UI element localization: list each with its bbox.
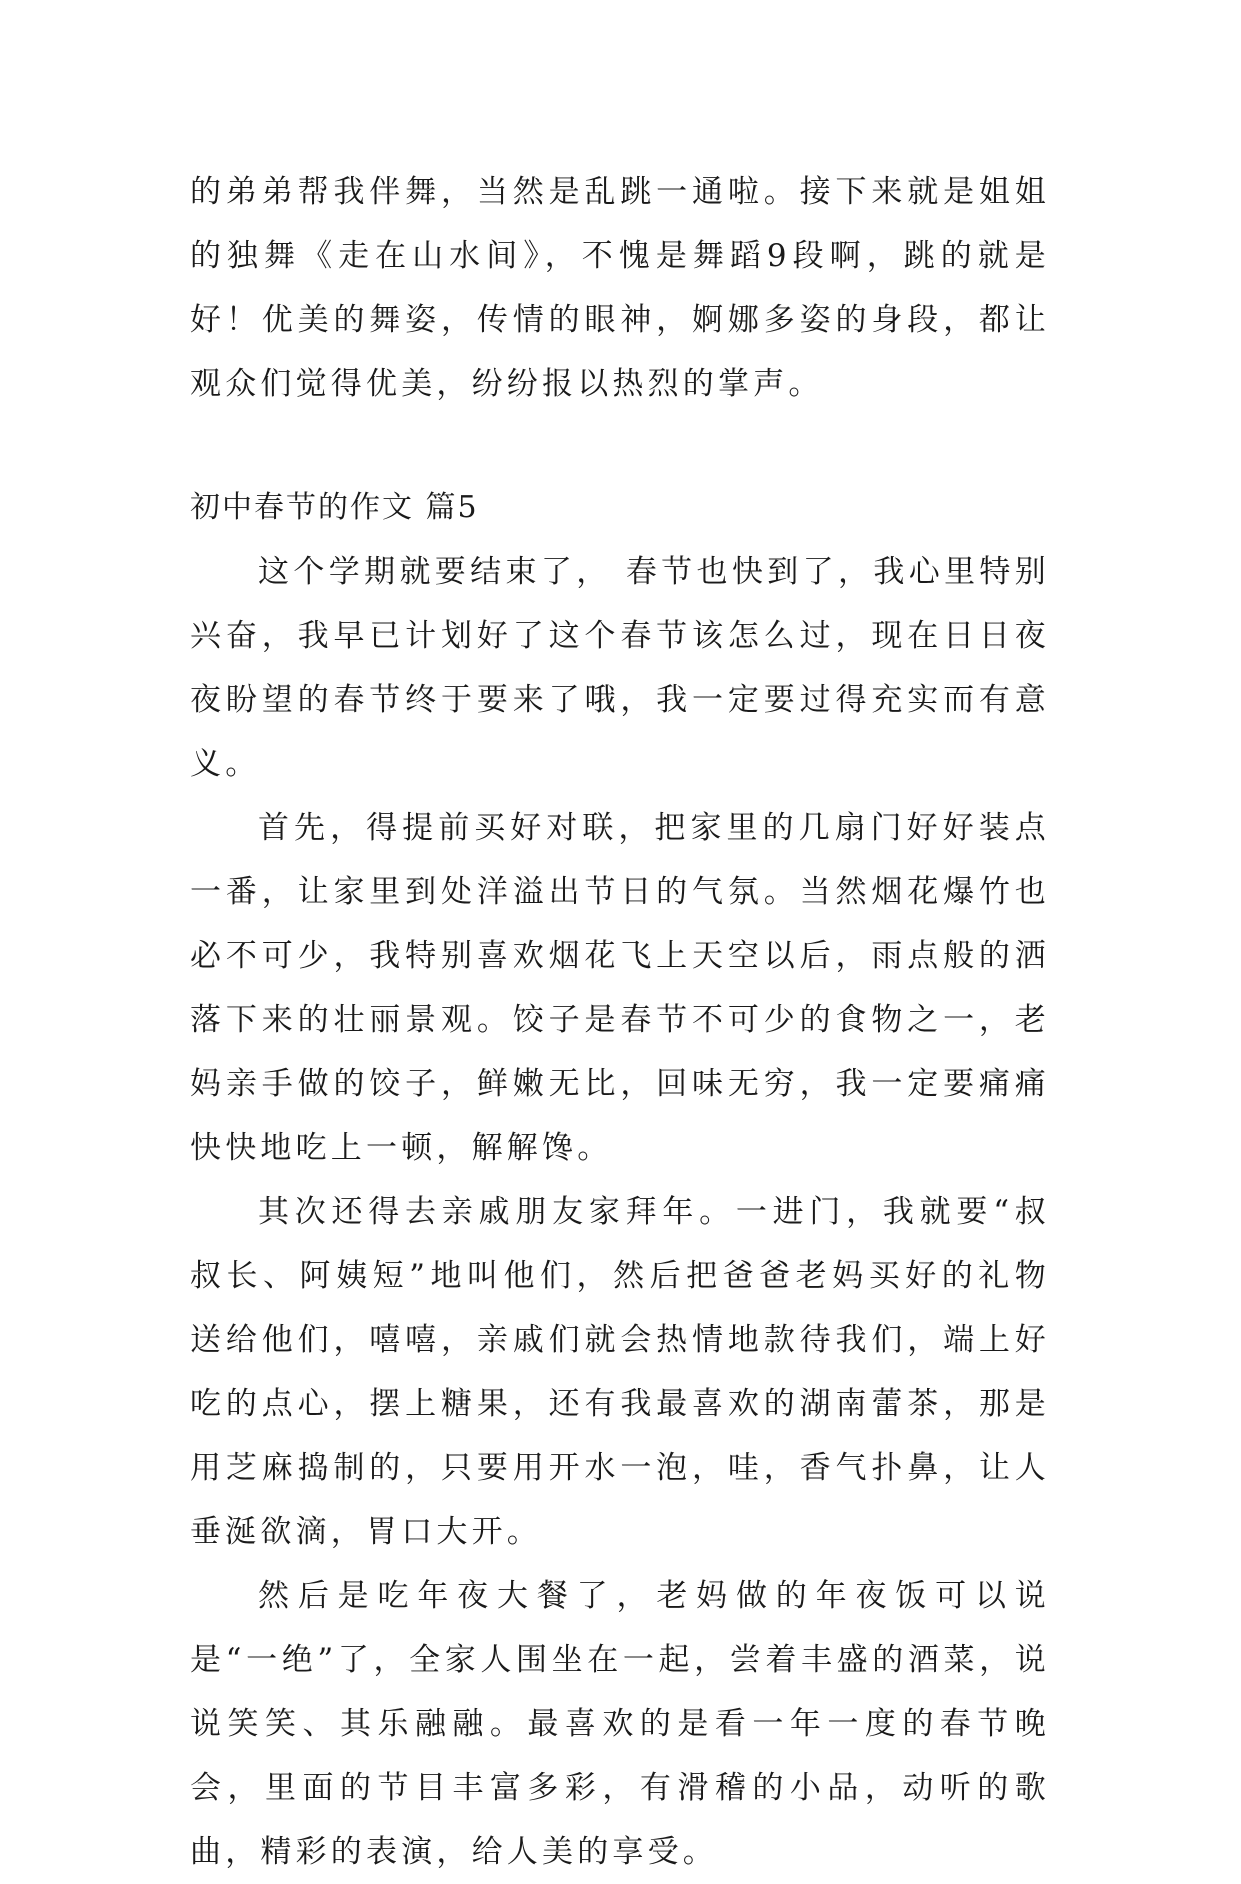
intro-paragraph: 的弟弟帮我伴舞，当然是乱跳一通啦。接下来就是姐姐的独舞《走在山水间》，不愧是舞蹈9段啊，跳的就是好！优美的舞姿，传情的眼神，婀娜多姿的身段，都让观众们觉得优美，纷纷报以热烈的掌声。 — [190, 174, 1050, 402]
paragraph-2: 首先，得提前买好对联，把家里的几扇门好好装点一番，让家里到处洋溢出节日的气氛。当然烟花爆竹也必不可少，我特别喜欢烟花飞上天空以后，雨点般的洒落下来的壮丽景观。饺子是春节不可少的食物之一，老妈亲手做的饺子，鲜嫩无比，回味无穷，我一定要痛痛快快地吃上一顿，解解馋。 — [190, 810, 1050, 1166]
paragraph-3: 其次还得去亲戚朋友家拜年。一进门，我就要“叔叔长、阿姨短”地叫他们，然后把爸爸老妈买好的礼物送给他们，嘻嘻，亲戚们就会热情地款待我们，端上好吃的点心，摆上糖果，还有我最喜欢的湖南蕾茶，那是用芝麻捣制的，只要用开水一泡，哇，香气扑鼻，让人垂涎欲滴，胃口大开。 — [190, 1194, 1050, 1550]
paragraph-1: 这个学期就要结束了， 春节也快到了，我心里特别兴奋，我早已计划好了这个春节该怎么过，现在日日夜夜盼望的春节终于要来了哦，我一定要过得充实而有意义。 — [190, 554, 1050, 782]
section-title: 初中春节的作文 篇5 — [190, 490, 479, 525]
section-spacer — [190, 416, 1050, 476]
paragraph-4: 然后是吃年夜大餐了，老妈做的年夜饭可以说是“一绝”了，全家人围坐在一起，尝着丰盛的酒菜，说说笑笑、其乐融融。最喜欢的是看一年一度的春节晚会，里面的节目丰富多彩，有滑稽的小品，动听的歌曲，精彩的表演，给人美的享受。 — [190, 1578, 1050, 1870]
document-page — [190, 160, 1050, 1884]
